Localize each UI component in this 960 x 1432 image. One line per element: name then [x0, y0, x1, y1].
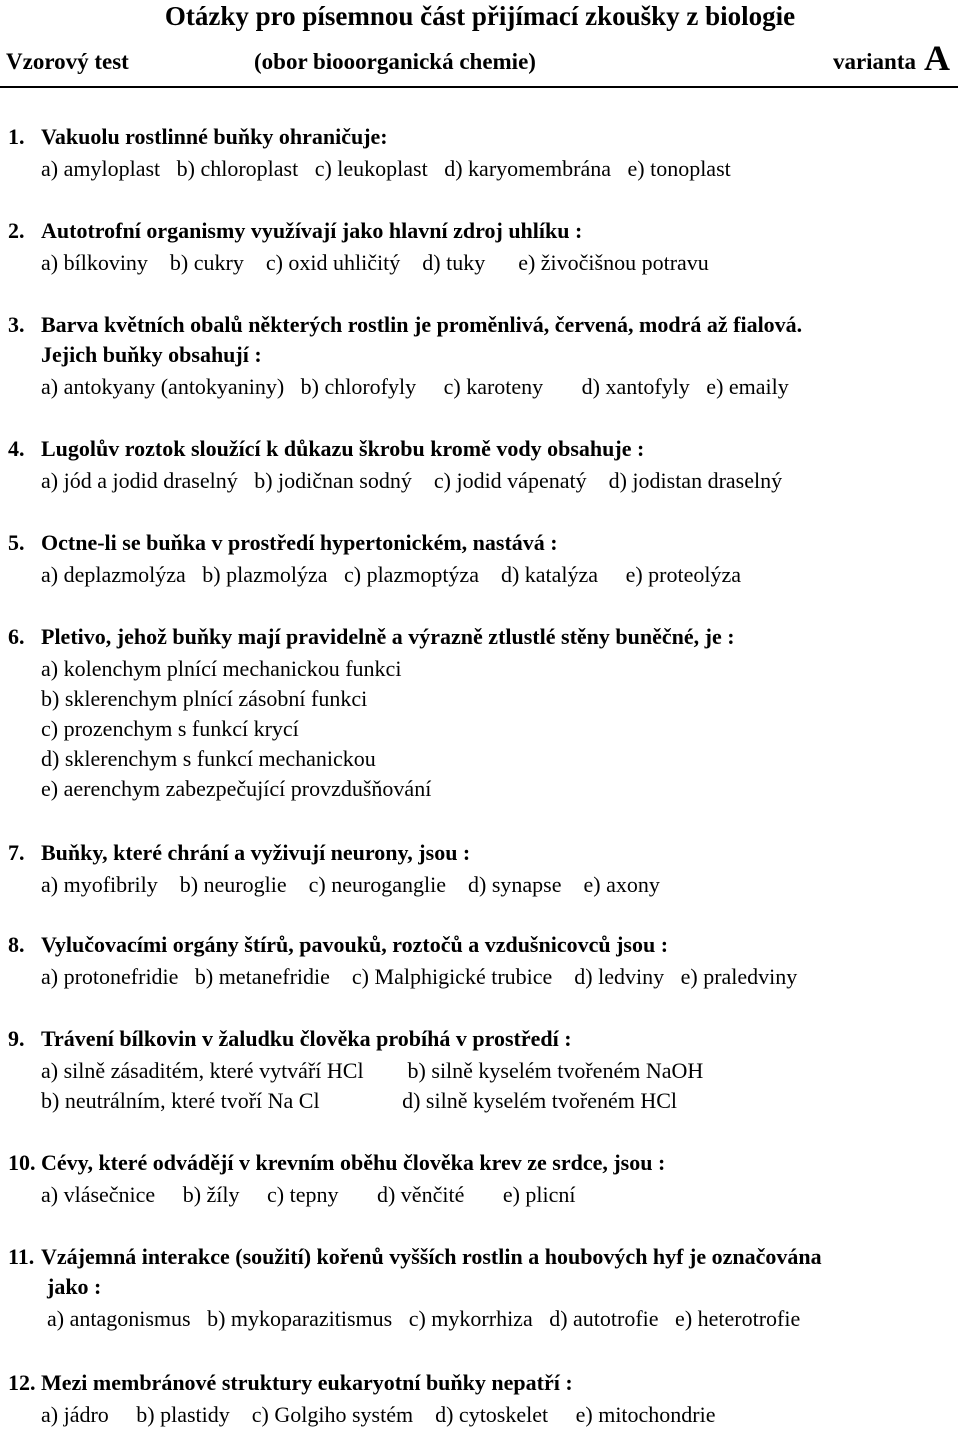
variant-label: varianta: [832, 49, 916, 74]
question-text: Autotrofní organismy využívají jako hlavní zdroj uhlíku :: [41, 218, 583, 243]
question-7: [8, 838, 952, 900]
answer-line: a) kolenchym plnící mechanickou funkci: [41, 656, 402, 681]
test-type: Vzorový test: [6, 49, 129, 74]
question-text: Barva květních obalů některých rostlin je proměnlivá, červená, modrá až fialová.: [41, 312, 803, 337]
question-text: Buňky, které chrání a vyživují neurony, jsou :: [41, 840, 471, 865]
question-12: [8, 1368, 952, 1430]
question-3: [8, 310, 952, 402]
question-number: 4.: [8, 436, 25, 461]
question-text: Mezi membránové struktury eukaryotní buňky nepatří :: [41, 1370, 573, 1395]
question-6: [8, 622, 952, 804]
question-number: 8.: [8, 932, 25, 957]
answer-line: a) myofibrily b) neuroglie c) neuroganglie d) synapse e) axony: [41, 872, 660, 897]
question-number: 3.: [8, 312, 25, 337]
question-number: 11.: [8, 1244, 35, 1269]
test-meta: [6, 38, 950, 80]
answer-line: a) antagonismus b) mykoparazitismus c) mykorrhiza d) autotrofie e) heterotrofie: [47, 1306, 801, 1331]
answer-line: a) amyloplast b) chloroplast c) leukoplast d) karyomembrána e) tonoplast: [41, 156, 731, 181]
answer-line: a) protonefridie b) metanefridie c) Malphigické trubice d) ledviny e) praledviny: [41, 964, 798, 989]
question-text: Cévy, které odvádějí v krevním oběhu člověka krev ze srdce, jsou :: [41, 1150, 666, 1175]
answer-line: a) antokyany (antokyaniny) b) chlorofyly c) karoteny d) xantofyly e) emaily: [41, 374, 789, 399]
question-number: 1.: [8, 124, 25, 149]
question-1: [8, 122, 952, 184]
answer-line: e) aerenchym zabezpečující provzdušňování: [41, 776, 432, 801]
question-number: 12.: [8, 1370, 36, 1395]
question-text: Lugolův roztok sloužící k důkazu škrobu kromě vody obsahuje :: [41, 436, 645, 461]
answer-line: a) bílkoviny b) cukry c) oxid uhličitý d) tuky e) živočišnou potravu: [41, 250, 709, 275]
answer-line: c) prozenchym s funkcí krycí: [41, 716, 299, 741]
question-10: [8, 1148, 952, 1210]
answer-line: a) jádro b) plastidy c) Golgiho systém d) cytoskelet e) mitochondrie: [41, 1402, 716, 1427]
question-text: Trávení bílkovin v žaludku člověka probíhá v prostředí :: [41, 1026, 572, 1051]
question-number: 2.: [8, 218, 25, 243]
question-number: 10.: [8, 1150, 36, 1175]
answer-line: b) neutrálním, které tvoří Na Cl d) silně kyselém tvořeném HCl: [41, 1088, 678, 1113]
question-5: [8, 528, 952, 590]
answer-line: a) vlásečnice b) žíly c) tepny d) věnčité e) plicní: [41, 1182, 576, 1207]
answer-line: d) sklerenchym s funkcí mechanickou: [41, 746, 376, 771]
question-text: Vakuolu rostlinné buňky ohraničuje:: [41, 124, 388, 149]
question-number: 6.: [8, 624, 25, 649]
question-text-continued: Jejich buňky obsahují :: [41, 342, 262, 367]
question-text: Pletivo, jehož buňky mají pravidelně a výrazně ztlustlé stěny buněčné, je :: [41, 624, 735, 649]
answer-line: a) jód a jodid draselný b) jodičnan sodný c) jodid vápenatý d) jodistan draselný: [41, 468, 783, 493]
question-number: 5.: [8, 530, 25, 555]
question-text: Vylučovacími orgány štírů, pavouků, roztočů a vzdušnicovců jsou :: [41, 932, 669, 957]
question-number: 9.: [8, 1026, 25, 1051]
answer-line: a) deplazmolýza b) plazmolýza c) plazmoptýza d) katalýza e) proteolýza: [41, 562, 742, 587]
test-field: (obor biooorganická chemie): [254, 49, 536, 74]
question-text-continued: jako :: [47, 1274, 102, 1299]
question-text: Octne-li se buňka v prostředí hypertonickém, nastává :: [41, 530, 558, 555]
question-number: 7.: [8, 840, 25, 865]
page-title: Otázky pro písemnou část přijímací zkoušky z biologie: [164, 1, 796, 31]
question-2: [8, 216, 952, 278]
question-8: [8, 930, 952, 992]
question-11: [8, 1242, 952, 1334]
answer-line: b) sklerenchym plnící zásobní funkci: [41, 686, 368, 711]
variant-letter: A: [924, 38, 950, 78]
question-9: [8, 1024, 952, 1116]
question-4: [8, 434, 952, 496]
header-rule: [0, 86, 958, 88]
answer-line: a) silně zásaditém, které vytváří HCl b) silně kyselém tvořeném NaOH: [41, 1058, 704, 1083]
question-text: Vzájemná interakce (soužití) kořenů vyšších rostlin a houbových hyf je označována: [41, 1244, 822, 1269]
